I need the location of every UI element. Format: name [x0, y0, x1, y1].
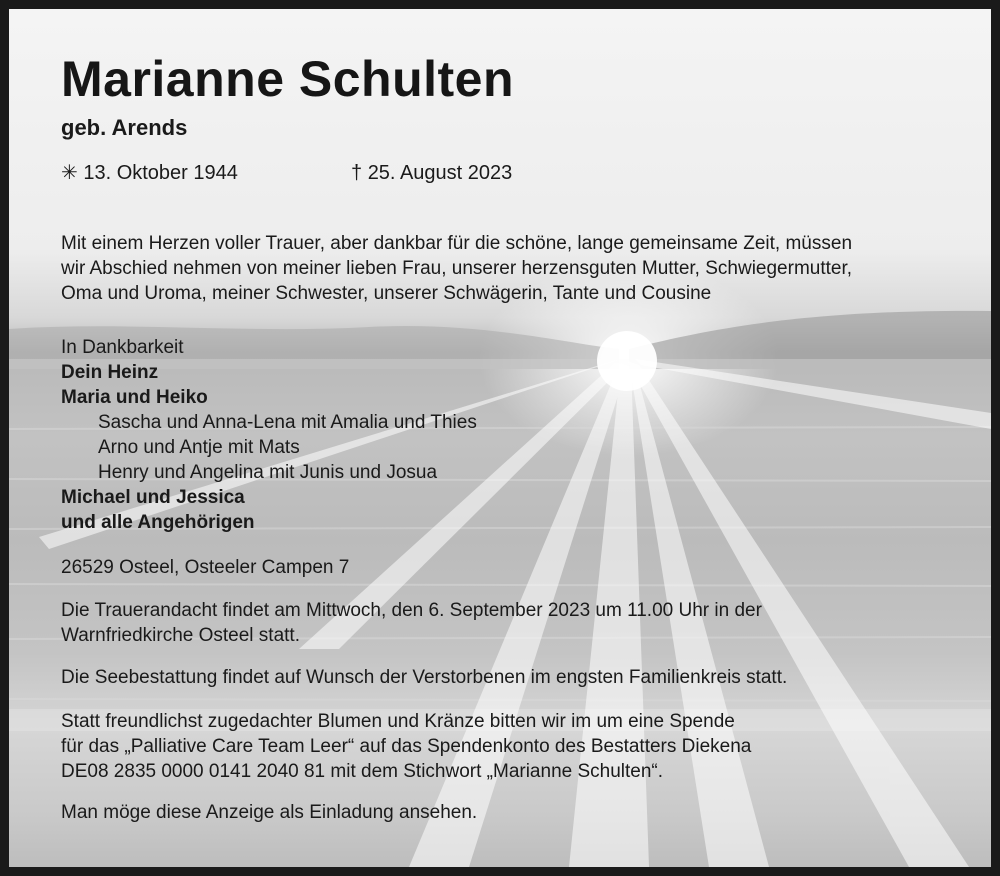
mourner-entry: Henry und Angelina mit Junis und Josua [98, 462, 438, 483]
mourner-entry: Michael und Jessica [61, 487, 245, 508]
intro-line: Oma und Uroma, meiner Schwester, unserer Schwägerin, Tante und Cousine [61, 283, 712, 304]
maiden-name: geb. Arends [61, 115, 188, 140]
service-line: Die Trauerandacht findet am Mittwoch, den 6. September 2023 um 11.00 Uhr in der [61, 600, 762, 621]
death-date-line [351, 161, 512, 186]
donation-line: Statt freundlichst zugedachter Blumen und Kränze bitten wir im um eine Spende [61, 711, 735, 732]
birth-date: 13. Oktober 1944 [83, 162, 238, 184]
mourner-entry: und alle Angehörigen [61, 512, 255, 533]
mourner-entry: Maria und Heiko [61, 387, 208, 408]
intro-line: wir Abschied nehmen von meiner lieben Frau, unserer herzensguten Mutter, Schwiegermutter, [61, 258, 853, 279]
obituary-text [9, 9, 991, 867]
mourner-entry: Arno und Antje mit Mats [98, 437, 300, 458]
cross-death-icon: † [351, 162, 363, 184]
donation-info [61, 709, 751, 784]
closing-note: Man möge diese Anzeige als Einladung ansehen. [61, 802, 478, 823]
obituary-card [9, 9, 991, 867]
address: 26529 Osteel, Osteeler Campen 7 [61, 557, 350, 578]
mourners-list [61, 335, 477, 535]
deceased-name: Marianne Schulten [61, 51, 515, 107]
donation-line: für das „Palliative Care Team Leer“ auf das Spendenkonto des Bestatters Diekena [61, 736, 752, 757]
mourner-entry: Sascha und Anna-Lena mit Amalia und Thies [98, 412, 477, 433]
donation-line: DE08 2835 0000 0141 2040 81 mit dem Stichwort „Marianne Schulten“. [61, 761, 664, 782]
star-birth-icon: ✳ [61, 162, 78, 184]
mourner-entry: Dein Heinz [61, 362, 159, 383]
birth-date-line [61, 161, 238, 186]
intro-text [61, 231, 852, 306]
burial-info: Die Seebestattung findet auf Wunsch der Verstorbenen im engsten Familienkreis statt. [61, 667, 788, 688]
mourners-heading: In Dankbarkeit [61, 337, 184, 358]
death-date: 25. August 2023 [367, 162, 513, 184]
service-info [61, 598, 762, 648]
service-line: Warnfriedkirche Osteel statt. [61, 625, 300, 646]
intro-line: Mit einem Herzen voller Trauer, aber dankbar für die schöne, lange gemeinsame Zeit, müssen [61, 233, 853, 254]
